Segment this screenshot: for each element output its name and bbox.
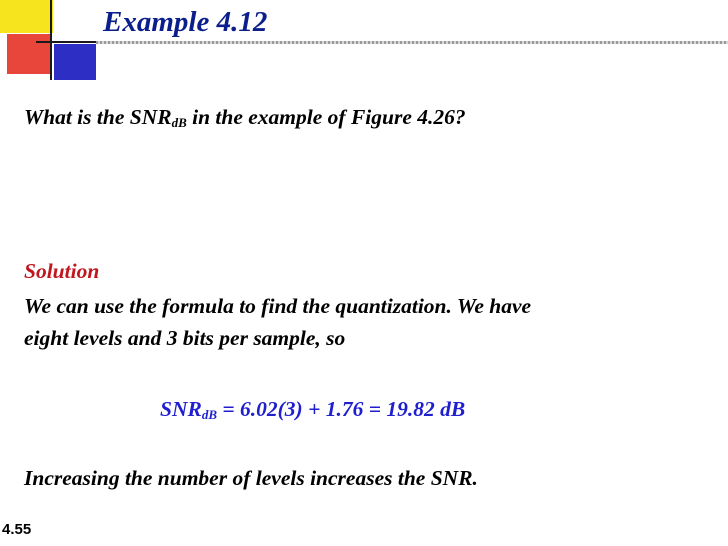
formula-suffix: = 6.02(3) + 1.76 = 19.82 dB: [217, 397, 466, 421]
decor-blue-square: [54, 44, 96, 80]
question-suffix: in the example of Figure 4.26?: [186, 105, 466, 129]
decor-horizontal-line: [36, 41, 96, 43]
question-prefix: What is the SNR: [24, 105, 172, 129]
decor-vertical-line: [50, 0, 52, 80]
decor-red-square: [7, 34, 50, 74]
formula: [160, 396, 465, 428]
solution-line-2: eight levels and 3 bits per sample, so: [24, 326, 346, 350]
conclusion-text: Increasing the number of levels increases the SNR.: [24, 466, 478, 490]
solution-heading: Solution: [24, 259, 100, 283]
formula-prefix: SNR: [160, 397, 202, 421]
question-text: [24, 104, 466, 136]
decor-yellow-square: [0, 0, 53, 33]
solution-line-1: We can use the formula to find the quantization. We have: [24, 294, 532, 318]
page-number: 4.55: [2, 521, 32, 538]
formula-subscript: dB: [201, 407, 217, 422]
title-underline: [96, 41, 728, 44]
question-subscript: dB: [171, 115, 187, 130]
slide-title: Example 4.12: [103, 6, 268, 38]
